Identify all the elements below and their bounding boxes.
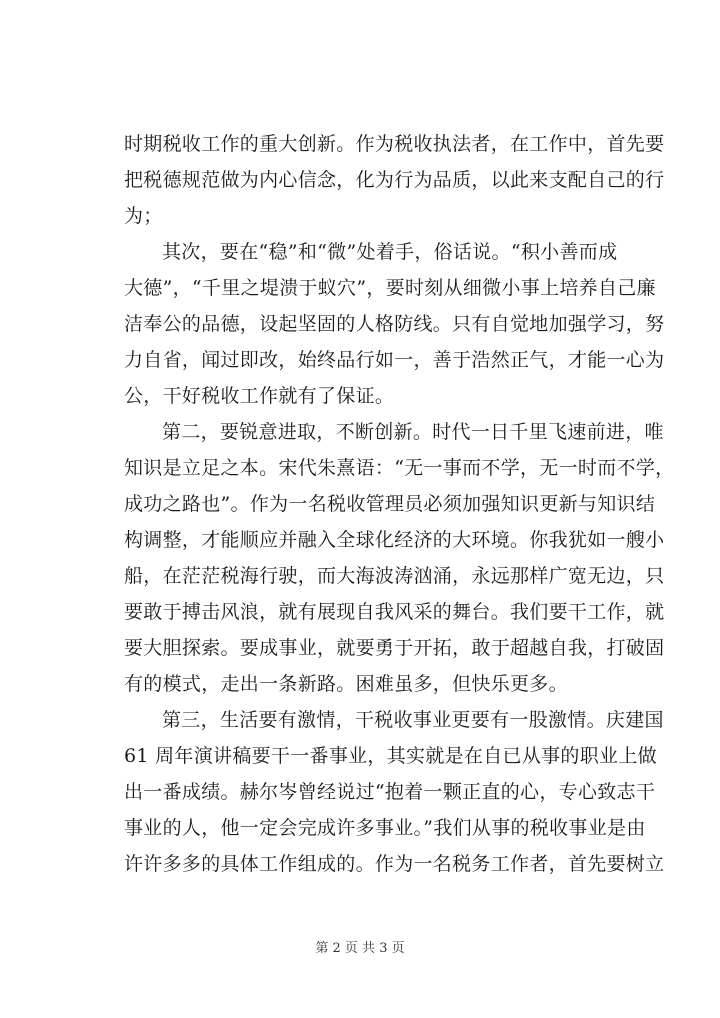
paragraph-start-line: 第二，要锐意进取，不断创新。时代一日千里飞速前进，唯: [162, 421, 664, 443]
text-line: 出一番成绩。赫尔岑曾经说过“抱着一颗正直的心，专心致志干: [124, 781, 656, 803]
text-line: 大德”，“千里之堤溃于蚁穴”，要时刻从细微小事上培养自己廉: [124, 277, 656, 299]
text-line: 把税德规范做为内心信念，化为行为品质，以此来支配自己的行: [124, 169, 665, 191]
text-line: 许许多多的具体工作组成的。作为一名税务工作者，首先要树立: [124, 853, 665, 875]
text-line: 时期税收工作的重大创新。作为税收执法者，在工作中，首先要: [124, 133, 665, 155]
page-number-footer: 第 2 页 共 3 页: [315, 941, 405, 956]
text-line: 61 周年演讲稿要干一番事业，其实就是在自已从事的职业上做: [124, 745, 657, 767]
text-line: 力自省，闻过即改，始终品行如一，善于浩然正气，才能一心为: [124, 349, 665, 371]
paragraph-start-line: 第三，生活要有激情，干税收事业更要有一股激情。庆建国: [162, 709, 664, 731]
text-line: 有的模式，走出一条新路。困难虽多，但快乐更多。: [124, 673, 568, 695]
text-line: 事业的人，他一定会完成许多事业。”我们从事的税收事业是由: [124, 817, 646, 839]
text-line: 要大胆探索。要成事业，就要勇于开拓，敢于超越自我，打破固: [124, 637, 665, 659]
text-line: 洁奉公的品德，设起坚固的人格防线。只有自觉地加强学习，努: [124, 313, 665, 335]
text-line: 要敢于搏击风浪，就有展现自我风采的舞台。我们要干工作，就: [124, 601, 665, 623]
paragraph-start-line: 其次，要在“稳”和“微”处着手，俗话说。“积小善而成: [162, 241, 618, 263]
text-line: 公，干好税收工作就有了保证。: [124, 385, 395, 407]
text-line: 构调整，才能顺应并融入全球化经济的大环境。你我犹如一艘小: [124, 529, 665, 551]
text-line: 船，在茫茫税海行驶，而大海波涛汹涌，永远那样广宽无边，只: [124, 565, 665, 587]
document-body: [124, 126, 675, 882]
text-line: 知识是立足之本。宋代朱熹语：“无一事而不学，无一时而不学，: [124, 457, 675, 479]
text-line: 成功之路也”。作为一名税收管理员必须加强知识更新与知识结: [124, 493, 656, 515]
text-line: 为；: [124, 205, 163, 227]
